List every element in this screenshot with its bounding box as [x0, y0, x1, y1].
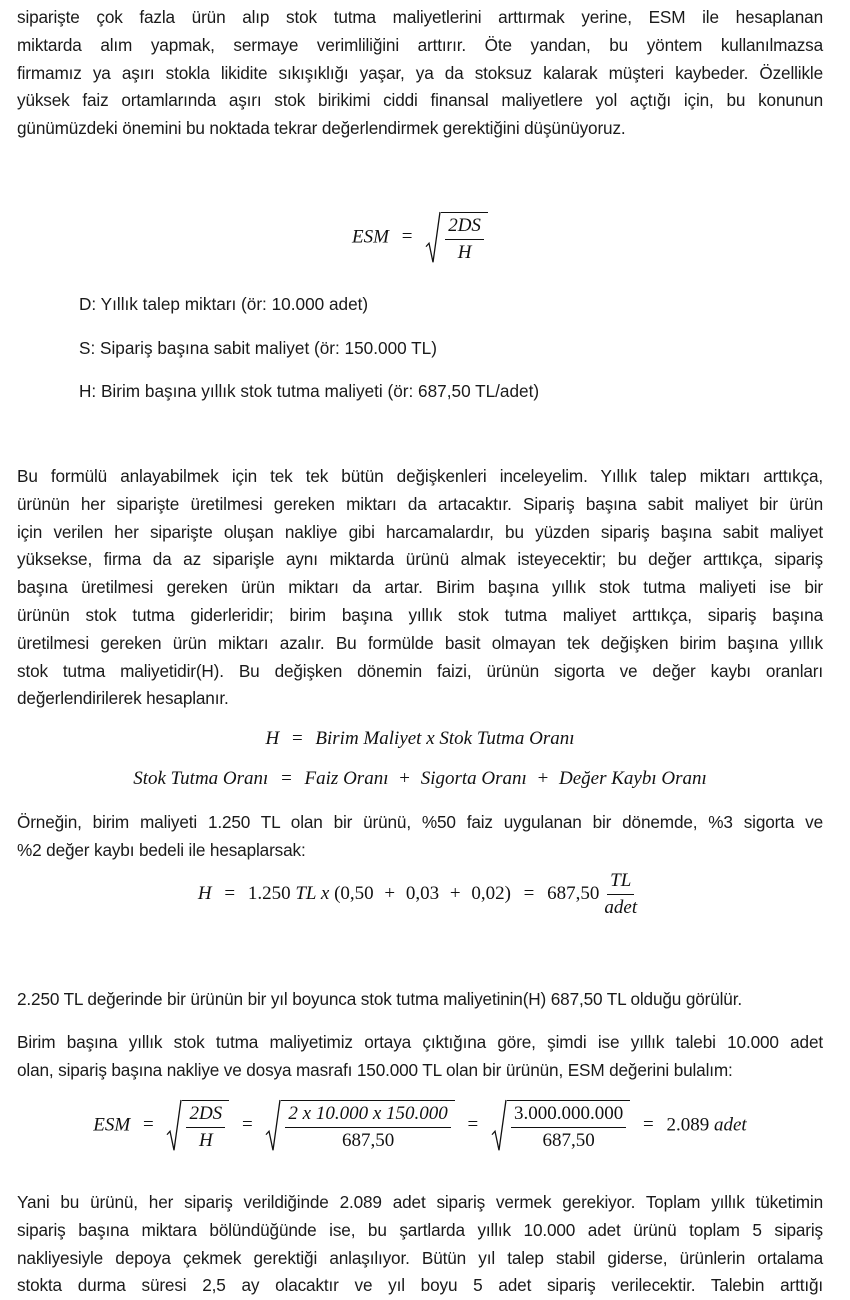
- denominator: 687,50: [542, 1130, 595, 1151]
- text-line: stok tutma maliyetidir(H). Bu değişken dönemin faizi, ürünün sigorta ve değer kaybı oranları: [17, 660, 823, 681]
- fraction: [285, 1103, 450, 1152]
- formula-lhs: H: [265, 728, 280, 749]
- square-root: [491, 1100, 630, 1152]
- text-line: Bu formülü anlayabilmek için tek tek bütün değişkenleri inceleyelim. Yıllık talep miktarı arttıkça,: [17, 466, 823, 486]
- result-sentence: 2.250 TL değerinde bir ürünün bir yıl boyunca stok tutma maliyetinin(H) 687,50 TL olduğu görülür.: [17, 989, 742, 1009]
- equals-sign: =: [142, 1114, 154, 1136]
- plus-sign: +: [537, 768, 549, 789]
- equals-sign: =: [281, 768, 292, 789]
- numerator: 3.000.000.000: [511, 1103, 626, 1128]
- conclusion-paragraph: [17, 1189, 823, 1300]
- text-line: üretilmesi gereken ürün miktarı azalır. Bu formülde basit olmayan tek değişken birim başına yıllık: [17, 632, 823, 653]
- unit-fraction: [601, 870, 640, 919]
- esm-formula: [17, 212, 823, 264]
- square-root: [265, 1100, 454, 1152]
- formula-lhs: Stok Tutma Oranı: [133, 768, 269, 789]
- square-root: [166, 1100, 229, 1152]
- esm-result-value: 2.089: [666, 1114, 710, 1136]
- rate-interest: 0,50: [340, 882, 374, 904]
- equals-sign: =: [224, 882, 236, 904]
- formula-lhs: H: [197, 882, 212, 904]
- example-paragraph: [17, 809, 823, 865]
- numerator: 2DS: [445, 215, 484, 240]
- formula-lhs: ESM: [352, 226, 389, 248]
- text-line: başına üretilmesi gereken ürün miktarı da artar. Birim başına yıllık stok tutma maliyeti ise bir: [17, 577, 823, 598]
- text-line: ürünün her siparişte üretilmesi gereken miktarı da artacaktır. Sipariş başına sabit maliyet bir ürün: [17, 493, 823, 514]
- unit-label: TL: [295, 882, 317, 904]
- text-line: firmamız ya aşırı stokla likidite sıkışıklığı yaşar, ya da stoksuz kalarak müşteri kaybeder. Özellikle: [17, 62, 823, 83]
- definition-s: S: Sipariş başına sabit maliyet (ör: 150.000 TL): [79, 338, 437, 358]
- open-paren: (: [334, 882, 341, 904]
- text-line: nakliyesiyle depoya çekmek gerektiği anlaşılıyor. Bütün yıl talep stabil giderse, ürünlerin ortalama: [17, 1247, 823, 1268]
- esm-result-unit: adet: [713, 1114, 747, 1136]
- text-line: olan, sipariş başına nakliye ve dosya masrafı 150.000 TL olan bir ürünün, ESM değerini bulalım:: [17, 1059, 733, 1080]
- square-root: [425, 212, 488, 264]
- h-example-formula: [17, 870, 823, 919]
- explanation-paragraph: [17, 463, 823, 713]
- term-insurance-rate: Sigorta Oranı: [420, 768, 527, 789]
- text-line: miktarda alım yapmak, sermaye verimliliğini arttırır. Öte yandan, bu yöntem kullanılmazsa: [17, 34, 823, 55]
- equals-sign: =: [241, 1114, 253, 1136]
- fraction: [186, 1103, 225, 1152]
- h-formula: [17, 728, 823, 750]
- radical-icon: [265, 1100, 281, 1152]
- text-line: Örneğin, birim maliyeti 1.250 TL olan bir ürünü, %50 faiz uygulanan bir dönemde, %3 sigorta ve: [17, 812, 823, 832]
- text-line: günümüzdeki önemini bu noktada tekrar değerlendirmek gerektiğini düşünüyoruz.: [17, 118, 626, 139]
- formula-rhs: Birim Maliyet x Stok Tutma Oranı: [315, 728, 575, 749]
- esm-intro-paragraph: [17, 1029, 823, 1085]
- text-line: %2 değer kaybı bedeli ile hesaplarsak:: [17, 839, 306, 860]
- plus-sign: +: [399, 768, 410, 789]
- denominator: H: [457, 242, 472, 263]
- radical-icon: [166, 1100, 182, 1152]
- numerator: TL: [607, 870, 634, 895]
- equals-sign: =: [401, 226, 413, 248]
- text-line: değerlendirilerek hesaplanır.: [17, 688, 229, 709]
- plus-sign: +: [384, 882, 396, 904]
- numerator: 2DS: [186, 1103, 225, 1128]
- fraction: [511, 1103, 626, 1152]
- esm-example-formula: [17, 1100, 823, 1152]
- text-line: stokta durma süresi 2,5 ay olacaktır ve yıl boyu 5 adet sipariş verilecektir. Talebin arttığı: [17, 1275, 823, 1296]
- text-line: ürünün stok tutma giderleridir; birim başına yıllık stok tutma maliyet arttıkça, sipariş başına: [17, 604, 823, 625]
- rate-insurance: 0,03: [405, 882, 440, 904]
- definition-d: D: Yıllık talep miktarı (ör: 10.000 adet): [79, 294, 369, 314]
- holding-rate-formula: [17, 768, 823, 790]
- term-depreciation-rate: Değer Kaybı Oranı: [559, 768, 707, 789]
- equals-sign: =: [523, 882, 535, 904]
- definition-h: H: Birim başına yıllık stok tutma maliyeti (ör: 687,50 TL/adet): [79, 381, 540, 401]
- equals-sign: =: [291, 728, 303, 749]
- text-line: yüksekse, firma da az siparişle aynı miktarda ürünü almak isteyecektir; bu değer arttıkça, sipariş: [17, 549, 823, 570]
- radical-icon: [425, 212, 441, 264]
- rate-depreciation: 0,02: [471, 882, 505, 904]
- fraction: [445, 215, 484, 264]
- formula-lhs: ESM: [93, 1114, 131, 1136]
- times-sign: x: [320, 882, 330, 904]
- text-line: siparişte çok fazla ürün alıp stok tutma maliyetlerini arttırmak yerine, ESM ile hesaplanan: [17, 7, 823, 27]
- h-result: 687,50: [547, 882, 600, 904]
- text-line: için verilen her siparişte oluşan nakliye gibi harcamalardır, bu yüzden sipariş başına sabit maliyet: [17, 521, 823, 542]
- text-line: yüksek faiz ortamlarında aşırı stok birikimi ciddi finansal maliyetlere yol açtığı için, bu konunun: [17, 90, 823, 111]
- denominator: H: [198, 1130, 213, 1151]
- denominator: 687,50: [341, 1130, 395, 1151]
- text-line: sipariş başına miktara bölündüğünde ise, bu şartlarda yıllık 10.000 adet ürünü toplam 5 sipariş: [17, 1219, 823, 1240]
- equals-sign: =: [467, 1114, 479, 1136]
- term-interest-rate: Faiz Oranı: [304, 768, 389, 789]
- denominator: adet: [604, 897, 638, 918]
- equals-sign: =: [643, 1114, 654, 1136]
- numerator: 2 x 10.000 x 150.000: [285, 1103, 450, 1128]
- unit-cost: 1.250: [247, 882, 291, 904]
- intro-paragraph: [17, 4, 823, 143]
- radical-icon: [491, 1100, 507, 1152]
- close-paren: ): [504, 882, 511, 904]
- text-line: Birim başına yıllık stok tutma maliyetimiz ortaya çıktığına göre, şimdi ise yıllık talebi 10.000 adet: [17, 1032, 823, 1052]
- plus-sign: +: [449, 882, 461, 904]
- text-line: Yani bu ürünü, her sipariş verildiğinde 2.089 adet sipariş vermek gerekiyor. Toplam yıllık tüketimin: [17, 1192, 823, 1212]
